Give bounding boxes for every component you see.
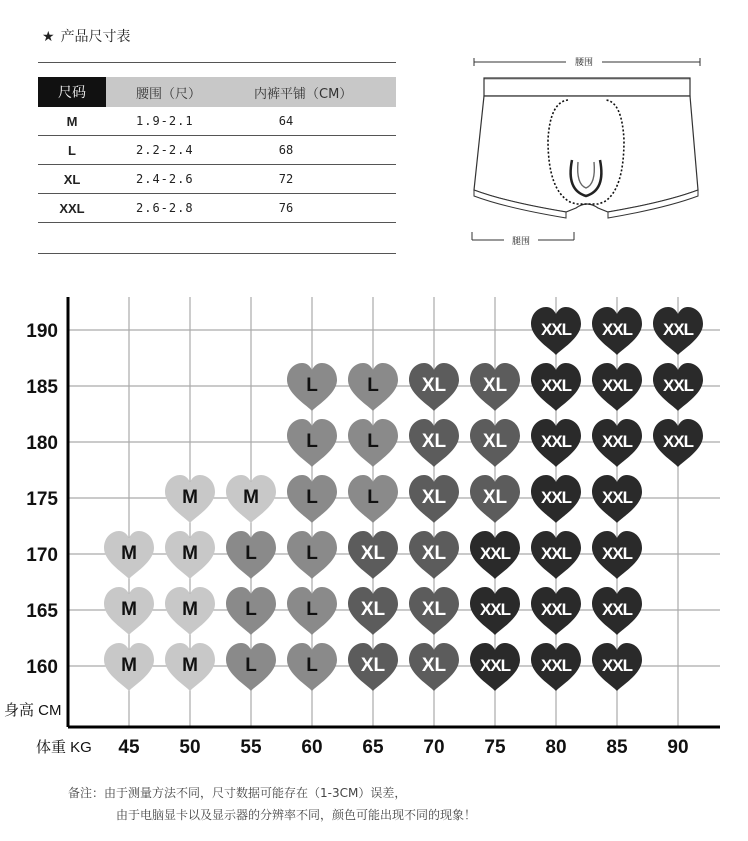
size-heart <box>226 587 276 635</box>
size-heart <box>348 475 398 523</box>
underwear-diagram <box>466 50 710 250</box>
size-heart <box>348 587 398 635</box>
size-heart <box>409 531 459 579</box>
size-heart <box>470 643 520 691</box>
size-chart <box>0 285 748 765</box>
heart-size-label: L <box>306 543 318 564</box>
row-length: 64 <box>278 114 294 128</box>
heart-size-label: XXL <box>479 600 511 619</box>
size-heart <box>226 475 276 523</box>
size-heart <box>531 531 581 579</box>
y-tick-label: 170 <box>26 545 58 566</box>
row-size: XXL <box>59 200 85 216</box>
size-table-title <box>42 26 131 46</box>
size-heart <box>592 307 642 355</box>
x-tick-label: 50 <box>179 737 201 758</box>
size-heart <box>287 531 337 579</box>
star-icon: ★ <box>42 29 55 45</box>
heart-size-label: L <box>306 431 318 452</box>
heart-size-label: L <box>367 375 379 396</box>
x-tick-label: 70 <box>423 737 445 758</box>
y-tick-label: 180 <box>26 433 58 454</box>
x-tick-label: 75 <box>484 737 506 758</box>
row-size: XL <box>63 171 81 187</box>
x-tick-labels <box>118 737 688 758</box>
heart-size-label: XXL <box>479 544 511 563</box>
x-tick-label: 60 <box>301 737 323 758</box>
size-heart <box>409 587 459 635</box>
heart-size-label: M <box>182 543 198 564</box>
size-heart <box>104 587 154 635</box>
x-tick-label: 80 <box>545 737 567 758</box>
row-length: 68 <box>278 143 294 157</box>
size-heart <box>409 643 459 691</box>
x-tick-label: 90 <box>667 737 689 758</box>
heart-size-label: XXL <box>601 544 633 563</box>
y-tick-label: 160 <box>26 657 58 678</box>
size-heart <box>470 587 520 635</box>
size-heart <box>409 419 459 467</box>
size-heart <box>348 531 398 579</box>
size-heart <box>653 307 703 355</box>
heart-size-label: XXL <box>540 600 572 619</box>
size-heart <box>653 363 703 411</box>
size-heart <box>409 475 459 523</box>
row-waist: 1.9-2.1 <box>136 114 194 128</box>
heart-size-label: XL <box>421 599 447 620</box>
heart-size-label: XL <box>482 487 508 508</box>
size-heart <box>226 643 276 691</box>
heart-size-label: XXL <box>540 320 572 339</box>
waist-measure <box>474 57 700 67</box>
size-heart <box>165 587 215 635</box>
heart-size-label: L <box>306 375 318 396</box>
header-size: 尺码 <box>38 77 106 107</box>
table-row <box>38 194 396 223</box>
size-heart <box>287 475 337 523</box>
heart-size-label: XXL <box>662 376 694 395</box>
heart-size-label: XL <box>421 487 447 508</box>
heart-size-label: M <box>121 655 137 676</box>
size-heart <box>165 643 215 691</box>
heart-size-label: XL <box>482 375 508 396</box>
waist-label: 腰围 <box>574 57 594 67</box>
y-tick-label: 185 <box>26 377 58 398</box>
size-heart <box>531 475 581 523</box>
heart-size-label: XXL <box>662 320 694 339</box>
size-heart <box>348 419 398 467</box>
size-heart <box>348 643 398 691</box>
heart-size-label: M <box>182 655 198 676</box>
heart-size-label: XL <box>421 543 447 564</box>
y-tick-label: 175 <box>26 489 58 510</box>
heart-size-label: XXL <box>662 432 694 451</box>
x-tick-label: 85 <box>606 737 628 758</box>
leg-measure <box>472 232 574 246</box>
size-heart <box>287 363 337 411</box>
y-axis-label: 身高 CM <box>4 702 62 719</box>
row-waist: 2.2-2.4 <box>136 143 194 157</box>
size-heart <box>165 531 215 579</box>
footnote <box>68 782 476 826</box>
size-heart <box>104 531 154 579</box>
header-rest <box>106 77 396 107</box>
header-length: 内裤平铺（CM） <box>254 86 353 102</box>
waistband <box>484 78 690 96</box>
size-heart <box>531 307 581 355</box>
size-heart <box>287 643 337 691</box>
heart-size-label: L <box>245 543 257 564</box>
size-heart <box>287 587 337 635</box>
heart-size-label: M <box>182 487 198 508</box>
size-heart <box>592 475 642 523</box>
size-heart <box>470 531 520 579</box>
title-text: 产品尺寸表 <box>60 29 131 45</box>
heart-size-label: M <box>182 599 198 620</box>
size-heart <box>470 363 520 411</box>
size-heart <box>592 587 642 635</box>
size-heart <box>348 363 398 411</box>
size-heart <box>531 419 581 467</box>
size-heart <box>531 587 581 635</box>
table-row <box>38 107 396 136</box>
table-header <box>38 77 396 107</box>
heart-size-label: L <box>306 599 318 620</box>
size-heart <box>653 419 703 467</box>
heart-size-label: XXL <box>601 600 633 619</box>
heart-size-label: XL <box>360 599 386 620</box>
heart-size-label: L <box>245 655 257 676</box>
heart-size-label: XXL <box>601 320 633 339</box>
heart-size-label: XL <box>421 375 447 396</box>
table-row <box>38 165 396 194</box>
heart-size-label: L <box>367 487 379 508</box>
heart-size-label: L <box>245 599 257 620</box>
size-heart <box>592 643 642 691</box>
y-tick-label: 165 <box>26 601 58 622</box>
table-row <box>38 136 396 165</box>
heart-size-label: XXL <box>601 488 633 507</box>
row-size: L <box>68 142 76 158</box>
row-length: 76 <box>278 201 294 215</box>
row-size: M <box>66 113 78 129</box>
size-heart <box>531 363 581 411</box>
x-tick-label: 65 <box>362 737 384 758</box>
heart-size-label: XL <box>360 543 386 564</box>
heart-size-label: XL <box>482 431 508 452</box>
size-heart <box>287 419 337 467</box>
heart-size-label: L <box>306 487 318 508</box>
row-waist: 2.4-2.6 <box>136 172 194 186</box>
table-top-rule <box>38 62 396 63</box>
size-heart <box>470 419 520 467</box>
x-tick-label: 55 <box>240 737 262 758</box>
header-waist: 腰围（尺） <box>136 86 202 102</box>
y-tick-labels <box>26 321 58 678</box>
heart-size-label: XXL <box>540 656 572 675</box>
heart-size-label: XXL <box>601 432 633 451</box>
size-table <box>38 62 396 254</box>
heart-size-label: M <box>243 487 259 508</box>
footnote-line-1: 备注：由于测量方法不同，尺寸数据可能存在（1-3CM）误差， <box>68 786 407 800</box>
size-heart <box>592 363 642 411</box>
leg-label: 腿围 <box>511 236 531 246</box>
heart-size-label: XXL <box>540 376 572 395</box>
size-heart <box>470 475 520 523</box>
heart-size-label: XXL <box>601 656 633 675</box>
size-heart <box>409 363 459 411</box>
row-waist: 2.6-2.8 <box>136 201 194 215</box>
underwear-body <box>474 96 698 212</box>
size-heart <box>226 531 276 579</box>
footnote-line-2: 由于电脑显卡以及显示器的分辨率不同，颜色可能出现不同的现象！ <box>116 808 477 822</box>
heart-size-label: XL <box>421 655 447 676</box>
size-heart <box>104 643 154 691</box>
heart-size-label: M <box>121 543 137 564</box>
heart-size-label: XL <box>360 655 386 676</box>
chart-cells <box>104 307 703 691</box>
size-heart <box>592 419 642 467</box>
x-axis-label: 体重 KG <box>36 739 92 756</box>
heart-size-label: XXL <box>601 376 633 395</box>
heart-size-label: XXL <box>479 656 511 675</box>
heart-size-label: XL <box>421 431 447 452</box>
heart-size-label: XXL <box>540 544 572 563</box>
heart-size-label: L <box>306 655 318 676</box>
row-length: 72 <box>278 172 294 186</box>
size-heart <box>165 475 215 523</box>
heart-size-label: XXL <box>540 432 572 451</box>
heart-size-label: M <box>121 599 137 620</box>
heart-size-label: L <box>367 431 379 452</box>
x-tick-label: 45 <box>118 737 140 758</box>
size-heart <box>592 531 642 579</box>
size-heart <box>531 643 581 691</box>
heart-size-label: XXL <box>540 488 572 507</box>
y-tick-label: 190 <box>26 321 58 342</box>
table-empty-row <box>38 223 396 254</box>
